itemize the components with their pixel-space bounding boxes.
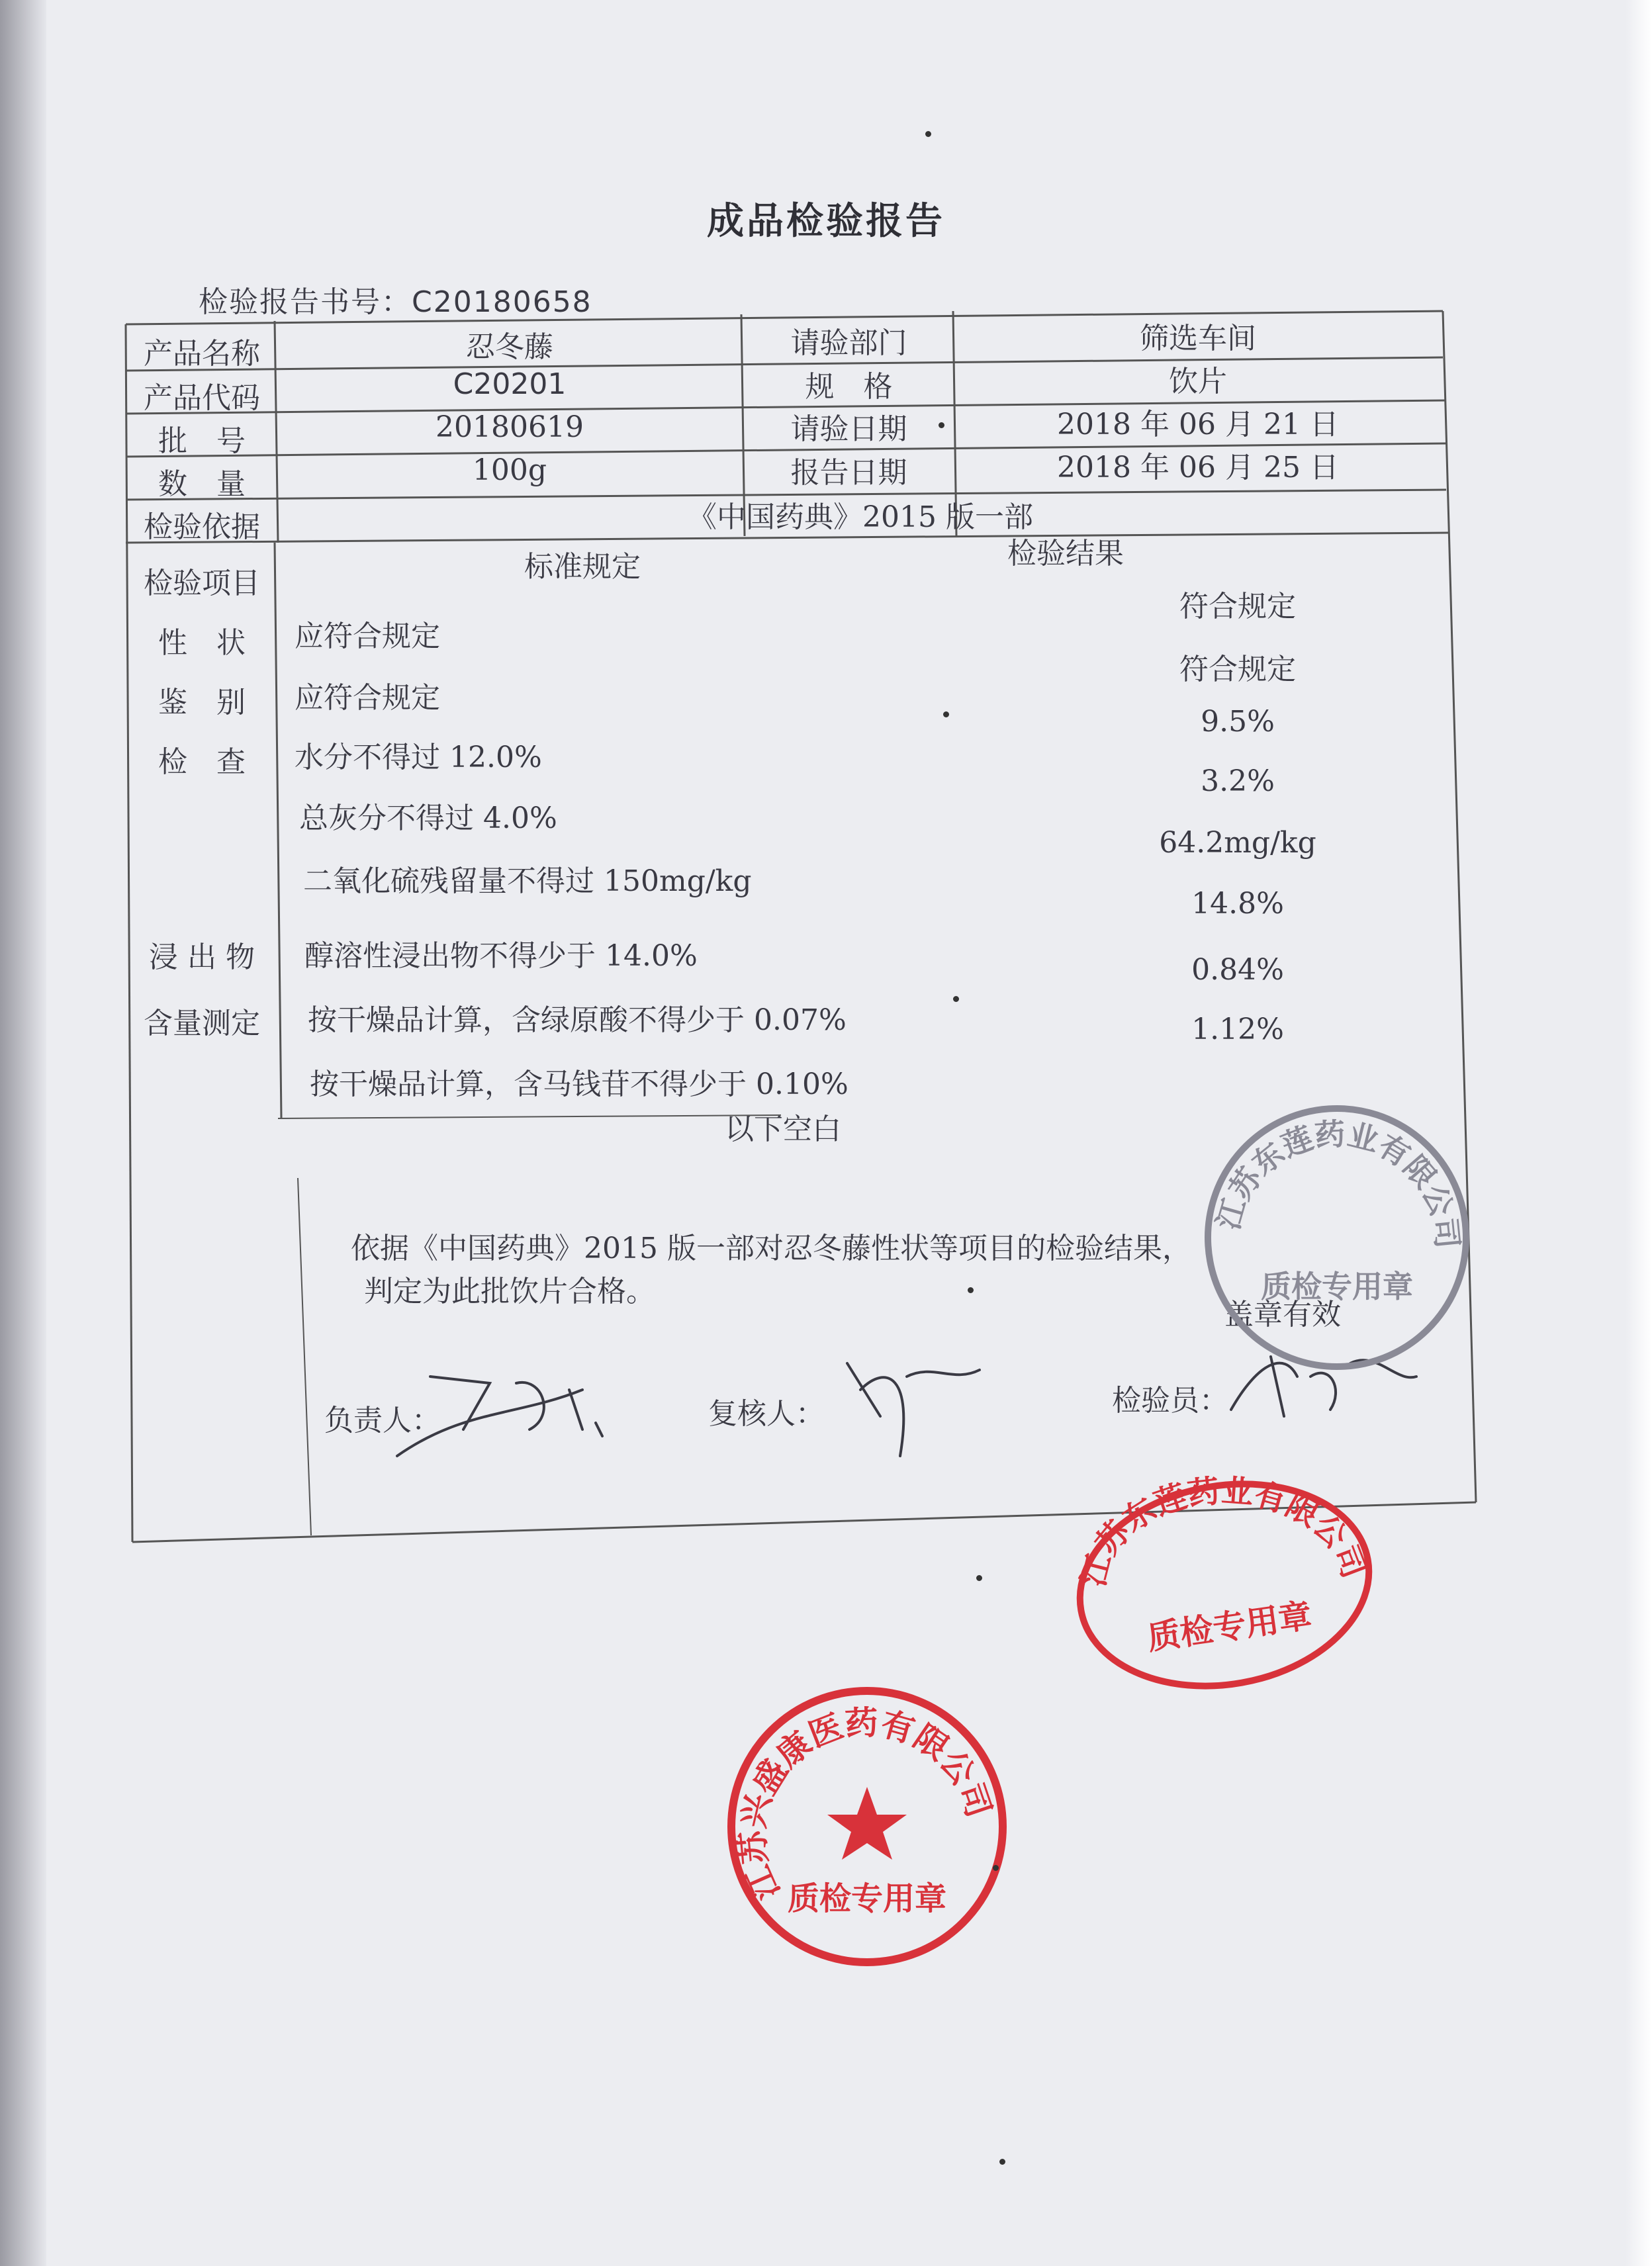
row-standard: 按干燥品计算，含绿原酸不得少于 0.07% <box>308 1003 847 1037</box>
label-product-code: 产品代码 <box>144 381 260 415</box>
value-batch: 20180619 <box>436 410 584 444</box>
col-item: 检验项目 <box>144 566 260 600</box>
row-standard: 总灰分不得过 4.0% <box>299 801 557 835</box>
stamp2-inner-text: 质检专用章 <box>1144 1596 1314 1658</box>
value-basis: 《中国药典》2015 版一部 <box>688 500 1033 534</box>
quality-stamp-faded <box>1191 1092 1483 1383</box>
scan-speck <box>993 1865 999 1871</box>
report-number-value: C20180658 <box>412 285 592 319</box>
value-product-code: C20201 <box>453 367 567 401</box>
svg-text:江苏东莲药业有限公司 <box>1075 1473 1373 1590</box>
label-basis: 检验依据 <box>144 510 260 544</box>
row-result: 1.12% <box>1191 1013 1284 1046</box>
value-product-name: 忍冬藤 <box>466 330 553 364</box>
scan-speck <box>999 2159 1005 2165</box>
reviewer-label: 复核人： <box>708 1397 825 1431</box>
stamp-circle-icon <box>1191 1092 1483 1383</box>
value-dept: 筛选车间 <box>1140 322 1256 355</box>
row-standard: 二氧化硫残留量不得过 150mg/kg <box>303 864 752 898</box>
value-report-date: 2018 年 06 月 25 日 <box>1057 451 1339 484</box>
label-spec: 规 格 <box>805 370 893 404</box>
scan-speck <box>968 1287 974 1293</box>
row-result: 3.2% <box>1201 764 1275 798</box>
row-result: 符合规定 <box>1179 590 1296 623</box>
row-item: 含量测定 <box>144 1007 260 1040</box>
stamp-ellipse-icon <box>1066 1469 1383 1694</box>
stamp2-outer-text: 江苏东莲药业有限公司 <box>1074 1472 1373 1590</box>
scan-speck <box>939 422 944 428</box>
stamp3-outer-text: 江苏兴盛康医药有限公司 <box>733 1703 999 1906</box>
stamp-star-circle-icon <box>715 1674 1019 1979</box>
scan-speck <box>953 996 959 1002</box>
row-standard: 按干燥品计算，含马钱苷不得少于 0.10% <box>310 1067 849 1101</box>
stamp3-inner-text: 质检专用章 <box>787 1880 947 1917</box>
row-item: 鉴 别 <box>158 686 246 719</box>
stamp1-inner-text: 质检专用章 <box>1261 1269 1413 1304</box>
row-result: 14.8% <box>1191 887 1284 921</box>
conclusion-line-1: 依据《中国药典》2015 版一部对忍冬藤性状等项目的检验结果， <box>351 1232 1191 1265</box>
inspector-label: 检验员： <box>1112 1384 1228 1418</box>
label-product-name: 产品名称 <box>144 337 260 371</box>
row-standard: 醇溶性浸出物不得少于 14.0% <box>304 939 698 973</box>
label-request-date: 请验日期 <box>790 412 907 446</box>
value-spec: 饮片 <box>1169 365 1227 398</box>
scan-edge-shadow <box>0 0 46 2266</box>
row-result: 9.5% <box>1201 705 1275 739</box>
value-request-date: 2018 年 06 月 21 日 <box>1057 408 1339 441</box>
scan-speck <box>976 1575 982 1581</box>
scan-speck <box>943 711 949 717</box>
report-number-label: 检验报告书号： <box>199 285 412 319</box>
scan-speck <box>925 131 931 137</box>
report-title: 成品检验报告 <box>707 199 945 243</box>
row-standard: 应符合规定 <box>295 619 440 653</box>
responsible-label: 负责人： <box>324 1404 441 1437</box>
label-report-date: 报告日期 <box>790 456 907 490</box>
value-quantity: 100g <box>472 453 547 487</box>
conclusion-line-2: 判定为此批饮片合格。 <box>364 1275 655 1308</box>
col-standard: 标准规定 <box>524 550 641 584</box>
row-result: 64.2mg/kg <box>1159 826 1316 860</box>
svg-text:江苏东莲药业有限公司 <box>1210 1116 1465 1250</box>
stamp1-outer-text: 江苏东莲药业有限公司 <box>1210 1115 1466 1250</box>
row-result: 0.84% <box>1191 953 1284 987</box>
scan-edge-right <box>1626 0 1652 2266</box>
label-quantity: 数 量 <box>158 467 246 501</box>
blank-note: 以下空白 <box>725 1112 841 1146</box>
row-standard: 应符合规定 <box>295 681 440 715</box>
label-batch: 批 号 <box>158 424 246 458</box>
row-item: 检 查 <box>158 745 246 779</box>
row-standard: 水分不得过 12.0% <box>295 741 542 774</box>
star-icon <box>827 1787 907 1860</box>
company-stamp-red <box>715 1674 1019 1979</box>
col-result: 检验结果 <box>1007 537 1124 570</box>
row-item: 浸 出 物 <box>149 940 255 974</box>
seal-valid-note: 盖章有效 <box>1224 1298 1341 1332</box>
label-dept: 请验部门 <box>790 326 907 360</box>
row-item: 性 状 <box>158 626 246 660</box>
quality-stamp-red <box>1066 1469 1383 1694</box>
row-result: 符合规定 <box>1179 653 1296 686</box>
